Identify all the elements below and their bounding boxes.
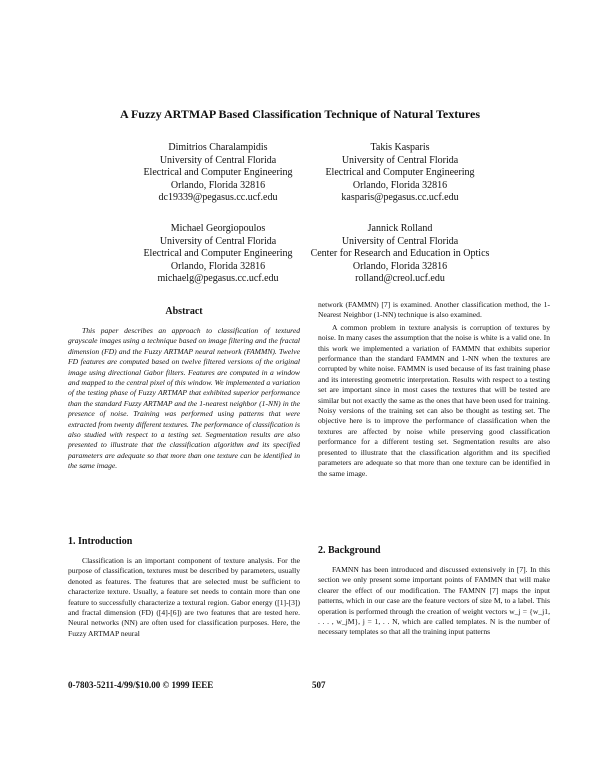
abstract-body [68,326,300,472]
abstract-heading: Abstract [165,306,203,317]
page-number: 507 [312,680,326,690]
footer-copyright: 0-7803-5211-4/99/$10.00 © 1999 IEEE [68,680,214,690]
author-address: Orlando, Florida 32816 [352,179,448,191]
right-paragraph-2: A common problem in texture analysis is corruption of textures by noise. In many cases the assumption that the noise is white is a valid one. In this work we implemented a variation of FAMMN that exhibits superior performance than the standard FAMMN and 1-NN when the textures are corrupted by white noise. FAMMN is used because of its fast training phase and its interesting geometric interpretation. Results with respect to a testing set are important since in most cases the textures that will be tested are similar but not exactly the same as the ones that have been used for training. Noisy versions of the training set can also be thought as testing set. The objective here is to improve the performance of classification when the textures are affected by noise while preserving good classification performance for a different testing set. Segmentation results are also presented to illustrate that the classification algorithm and its specified parameters are adequate so that more than one texture can be identified in the same image. [318,322,550,478]
author-address: Orlando, Florida 32816 [170,179,266,191]
author-email: kasparis@pegasus.cc.ucf.edu [341,192,459,203]
intro-heading: 1. Introduction [68,536,133,547]
author-department: Electrical and Computer Engineering [143,167,293,178]
author-department: Center for Research and Education in Optics [310,248,490,259]
author-department: Electrical and Computer Engineering [143,248,293,259]
author-address: Orlando, Florida 32816 [352,260,448,272]
author-affiliation: University of Central Florida [341,154,459,166]
background-heading: 2. Background [318,545,381,556]
author-affiliation: University of Central Florida [159,235,277,247]
paper-title: A Fuzzy ARTMAP Based Classification Technique of Natural Textures [119,107,481,121]
intro-body [68,556,300,639]
author-email: rolland@creol.ucf.edu [355,273,445,284]
background-text: FAMNN has been introduced and discussed extensively in [7]. In this section we only present some important points of FAMMN that will make clearer the effect of our modification. The FAMNN [7] maps the input patterns, which in our case are the feature vectors of size M, to a label. This operation is performed through the creation of weight vectors w_j = {w_j1, . . . , w_jM}, j = 1, . . N, which are called templates. N is the number of necessary templates so that all the training input patterns [318,565,550,637]
background-body [318,565,550,638]
author-affiliation: University of Central Florida [159,154,277,166]
author-name: Michael Georgiopoulos [170,223,266,234]
intro-text: Classification is an important component of texture analysis. For the purpose of classification, textures must be described by parameters, usually denoted as features. The features that are selected must be sufficient to characterize texture. Usually, a feature set needs to contain more than one feature to successfully characterize a textural region. Gabor energy ([1]-[3]) and fractal dimension (FD) ([4]-[6]) are two features that are tested here. Neural networks (NN) are often used for classification purposes. Here, the Fuzzy ARTMAP neural [68,556,300,638]
author-address: Orlando, Florida 32816 [170,260,266,272]
author-affiliation: University of Central Florida [341,235,459,247]
author-department: Electrical and Computer Engineering [325,167,475,178]
author-email: dc19339@pegasus.cc.ucf.edu [158,192,278,203]
author-email: michaelg@pegasus.cc.ucf.edu [157,273,279,284]
abstract-text: This paper describes an approach to classification of textured grayscale images using a technique based on image filtering and the fractal dimension (FD) and the Fuzzy ARTMAP neural network (FAMMN). Twelve FD features are computed based on twelve filtered versions of the original image using directional Gabor filters. Features are computed in a window and mapped to the central pixel of this window. We implemented a variation of the testing phase of Fuzzy ARTMAP that exhibited superior performance than the standard Fuzzy ARTMAP and the 1-nearest neighbor (1-NN) in the presence of noise. Training was performed using patterns that were extracted from twenty different textures. The performance of classification is also studied with respect to a testing set. Segmentation results are also presented to illustrate that the classification algorithm and its specified parameters are adequate so that more than one texture can be identified in the same image. [68,326,300,471]
author-block-2 [290,142,510,205]
author-name: Takis Kasparis [370,142,430,153]
author-name: Jannick Rolland [367,223,433,234]
author-name: Dimitrios Charalampidis [168,142,268,153]
right-paragraph-1: network (FAMMN) [7] is examined. Another classification method, the 1-Nearest Neighbor (1-NN) technique is also examined. [318,300,550,320]
right-column-top [318,300,550,479]
author-block-4 [290,223,510,286]
